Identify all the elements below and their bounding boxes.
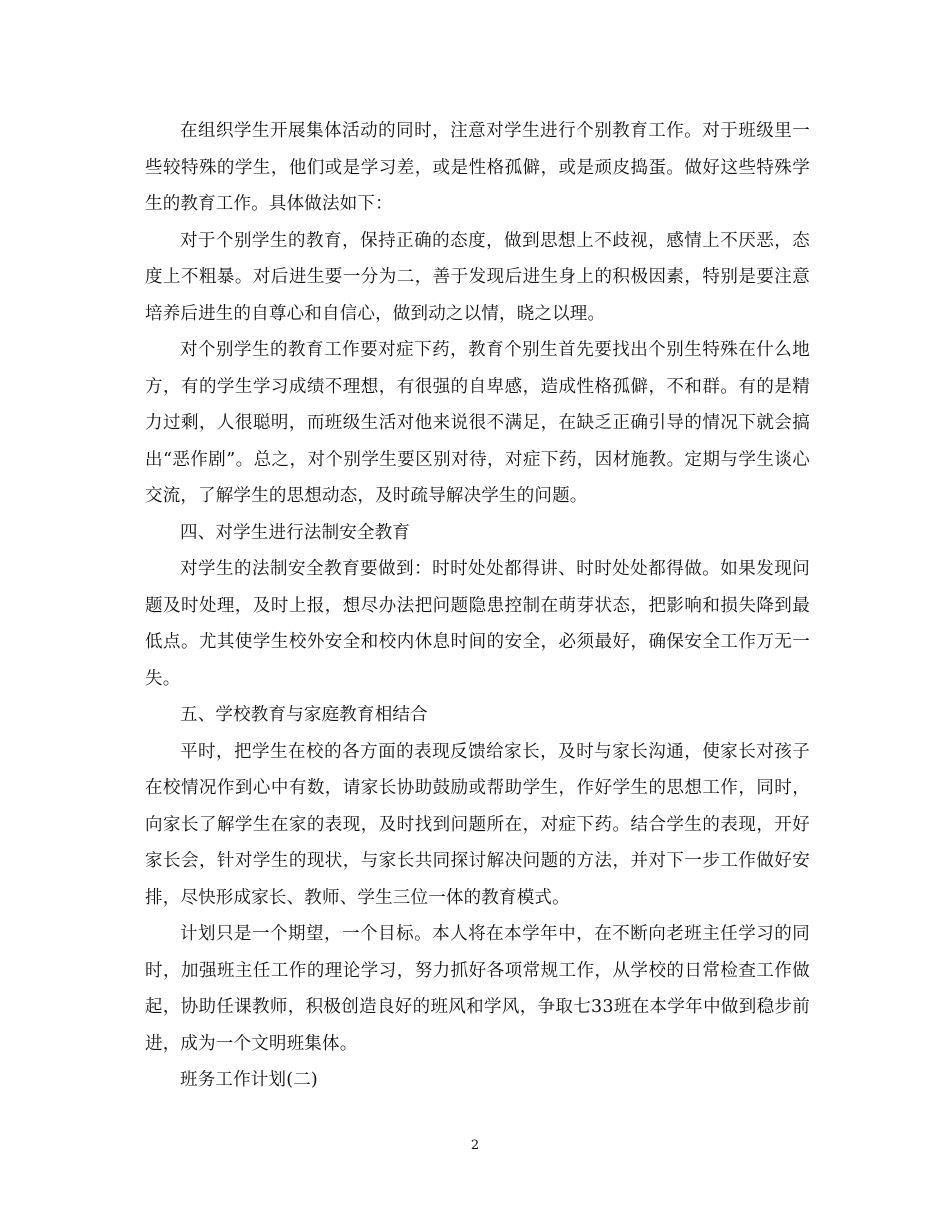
paragraph-school-family: 平时，把学生在校的各方面的表现反馈给家长，及时与家长沟通，使家长对孩子在校情况作到心中有数，请家长协助鼓励或帮助学生，作好学生的思想工作，同时，向家长了解学生在家的表现，及时找到问题所在，对症下药。结合学生的表现，开好家长会，针对学生的现状，与家长共同探讨解决问题的方法，并对下一步工作做好安排，尽快形成家长、教师、学生三位一体的教育模式。	[145, 741, 810, 908]
paragraph-legal-safety: 对学生的法制安全教育要做到：时时处处都得讲、时时处处都得做。如果发现问题及时处理，及时上报，想尽办法把问题隐患控制在萌芽状态，把影响和损失降到最低点。尤其使学生校外安全和校内休息时间的安全，必须最好，确保安全工作万无一失。	[145, 559, 810, 689]
section-heading-school-family: 五、学校教育与家庭教育相结合	[180, 705, 428, 725]
section-heading-legal-safety: 四、对学生进行法制安全教育	[180, 522, 411, 543]
paragraph-attitude: 对于个别学生的教育，保持正确的态度，做到思想上不歧视，感情上不厌恶，态度上不粗暴。对后进生要一分为二，善于发现后进生身上的积极因素，特别是要注意培养后进生的自尊心和自信心，做到动之以情，晓之以理。	[145, 230, 810, 324]
document-body	[145, 113, 810, 1099]
paragraph-targeted-education: 对个别学生的教育工作要对症下药，教育个别生首先要找出个别生特殊在什么地方，有的学生学习成绩不理想，有很强的自卑感，造成性格孤僻，不和群。有的是精力过剩，人很聪明，而班级生活对他来说很不满足，在缺乏正确引导的情况下就会搞出“恶作剧”。总之，对个别学生要区别对待，对症下药，因材施教。定期与学生谈心交流，了解学生的思想动态，及时疏导解决学生的问题。	[145, 340, 810, 506]
section-heading-plan-two: 班务工作计划(二)	[180, 1070, 318, 1090]
page-number: 2	[470, 1138, 480, 1153]
paragraph-conclusion: 计划只是一个期望，一个目标。本人将在本学年中，在不断向老班主任学习的同时，加强班主任工作的理论学习，努力抓好各项常规工作，从学校的日常检查工作做起，协助任课教师，积极创造良好的班风和学风，争取七33班在本学年中做到稳步前进，成为一个文明班集体。	[145, 924, 810, 1054]
paragraph-individual-education: 在组织学生开展集体活动的同时，注意对学生进行个别教育工作。对于班级里一些较特殊的学生，他们或是学习差，或是性格孤僻，或是顽皮捣蛋。做好这些特殊学生的教育工作。具体做法如下：	[145, 121, 810, 214]
